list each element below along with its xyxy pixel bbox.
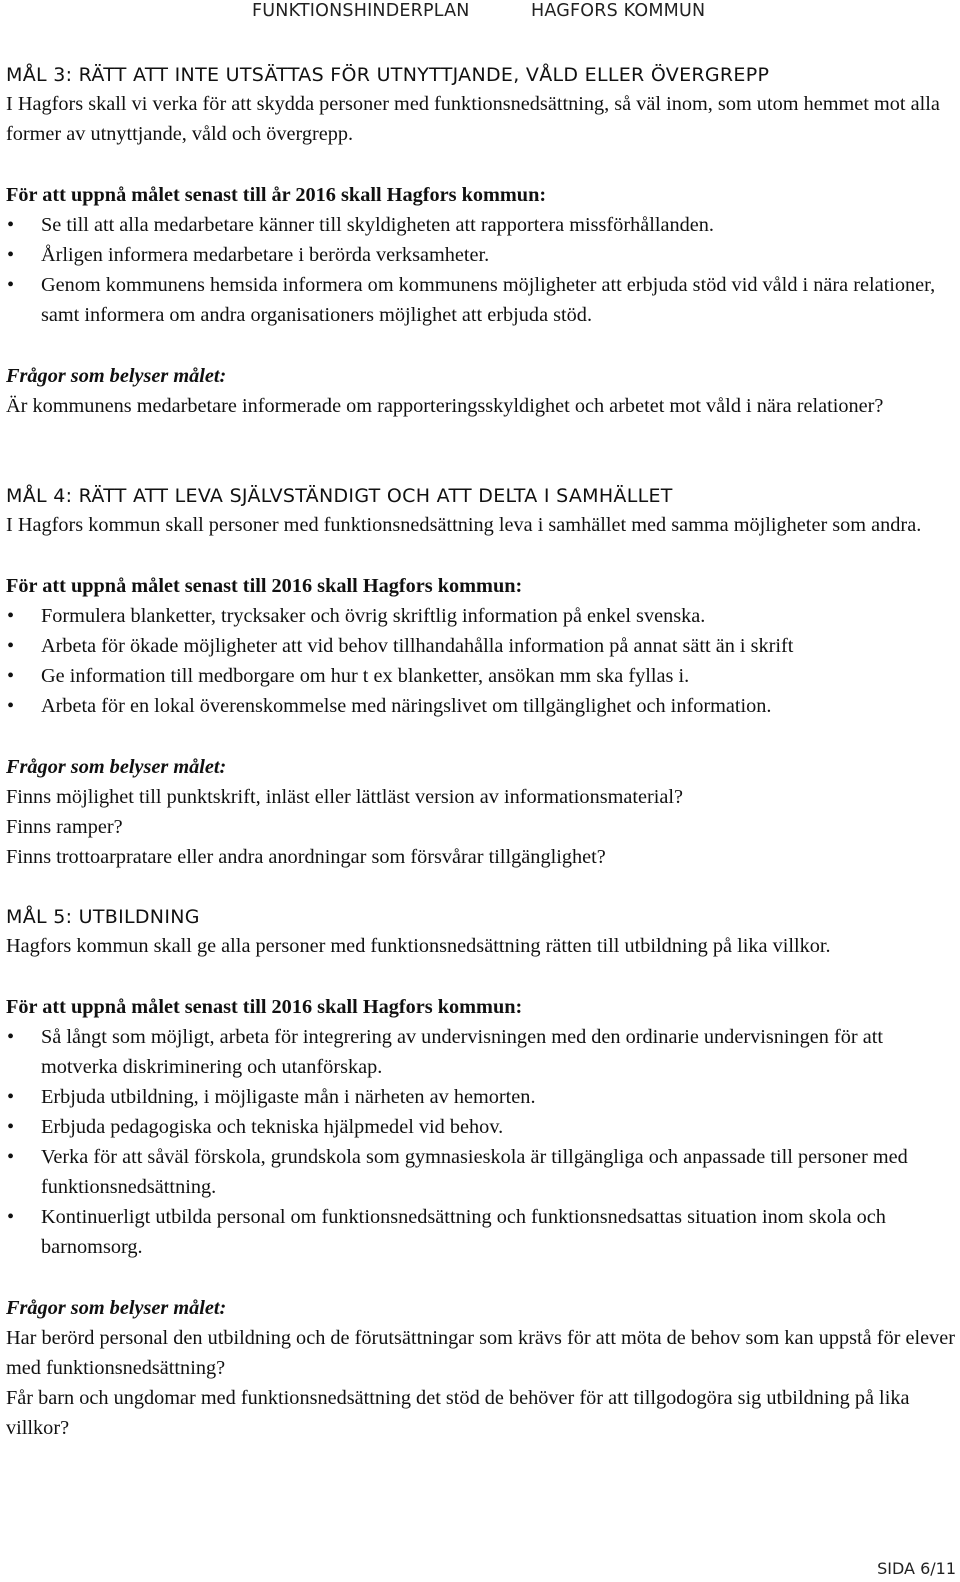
list-item: • Arbeta för en lokal överenskommelse med näringslivet om tillgänglighet och information. <box>6 691 956 721</box>
list-item: • Arbeta för ökade möjligheter att vid behov tillhandahålla information på annat sätt än i skrift <box>6 631 956 661</box>
goal-4-intro: I Hagfors kommun skall personer med funktionsnedsättning leva i samhället med samma möjligheter som andra. <box>6 514 922 536</box>
list-item: • Se till att alla medarbetare känner till skyldigheten att rapportera missförhållanden. <box>6 210 956 240</box>
running-header <box>0 0 960 24</box>
header-document-title: FUNKTIONSHINDERPLAN <box>252 1 470 21</box>
goal-3-heading: MÅL 3: RÄTT ATT INTE UTSÄTTAS FÖR UTNYTTJANDE, VÅLD ELLER ÖVERGREPP <box>6 64 770 86</box>
list-item: • Verka för att såväl förskola, grundskola som gymnasieskola är tillgängliga och anpassade till personer med funktionsnedsättning. <box>6 1142 956 1202</box>
goal-3-question: Är kommunens medarbetare informerade om rapporteringsskyldighet och arbetet mot våld i nära relationer? <box>6 395 884 417</box>
goal-4-question: Finns möjlighet till punktskrift, inläst eller lättläst version av informationsmaterial? <box>6 786 684 808</box>
goal-3-intro: I Hagfors skall vi verka för att skydda personer med funktionsnedsättning, så väl inom, som utom hemmet mot alla former av utnyttjande, våld och övergrepp. <box>6 93 940 145</box>
goal-5-question: Har berörd personal den utbildning och de förutsättningar som krävs för att möta de behov som kan uppstå för elever med funktionsnedsättning? <box>6 1327 956 1379</box>
list-item: • Ge information till medborgare om hur t ex blanketter, ansökan mm ska fyllas i. <box>6 661 956 691</box>
goal-5-heading: MÅL 5: UTBILDNING <box>6 906 200 928</box>
goal-4-section <box>6 482 956 872</box>
goal-5-bullet-list <box>6 1022 956 1262</box>
list-item: • Genom kommunens hemsida informera om kommunens möjligheter att erbjuda stöd vid våld i nära relationer, samt informera om andra organisationers möjlighet att erbjuda stöd. <box>6 270 956 330</box>
goal-4-heading: MÅL 4: RÄTT ATT LEVA SJÄLVSTÄNDIGT OCH ATT DELTA I SAMHÄLLET <box>6 485 673 507</box>
goal-3-questions-title: Frågor som belyser målet: <box>6 365 227 387</box>
list-item: • Kontinuerligt utbilda personal om funktionsnedsättning och funktionsnedsattas situation inom skola och barnomsorg. <box>6 1202 956 1262</box>
goal-3-lead: För att uppnå målet senast till år 2016 skall Hagfors kommun: <box>6 184 547 206</box>
list-item: • Årligen informera medarbetare i berörda verksamheter. <box>6 240 956 270</box>
list-item: • Så långt som möjligt, arbeta för integrering av undervisningen med den ordinarie undervisningen för att motverka diskriminering och utanförskap. <box>6 1022 956 1082</box>
goal-5-question: Får barn och ungdomar med funktionsnedsättning det stöd de behöver för att tillgodogöra sig utbildning på lika villkor? <box>6 1387 910 1439</box>
goal-3-section <box>6 61 956 421</box>
goal-5-questions-title: Frågor som belyser målet: <box>6 1297 227 1319</box>
goal-3-bullet-list <box>6 210 956 330</box>
header-organization: HAGFORS KOMMUN <box>531 1 706 21</box>
goal-5-intro: Hagfors kommun skall ge alla personer med funktionsnedsättning rätten till utbildning på lika villkor. <box>6 935 831 957</box>
goal-4-question: Finns ramper? <box>6 816 123 838</box>
list-item: • Erbjuda utbildning, i möjligaste mån i närheten av hemorten. <box>6 1082 956 1112</box>
goal-4-lead: För att uppnå målet senast till 2016 skall Hagfors kommun: <box>6 575 523 597</box>
goal-5-section <box>6 903 956 1443</box>
page-number: SIDA 6/11 <box>877 1559 956 1578</box>
list-item: • Formulera blanketter, trycksaker och övrig skriftlig information på enkel svenska. <box>6 601 956 631</box>
goal-4-bullet-list <box>6 601 956 721</box>
page-content <box>6 61 956 1443</box>
goal-4-question: Finns trottoarpratare eller andra anordningar som försvårar tillgänglighet? <box>6 846 606 868</box>
goal-4-questions-title: Frågor som belyser målet: <box>6 756 227 778</box>
goal-5-lead: För att uppnå målet senast till 2016 skall Hagfors kommun: <box>6 996 523 1018</box>
list-item: • Erbjuda pedagogiska och tekniska hjälpmedel vid behov. <box>6 1112 956 1142</box>
